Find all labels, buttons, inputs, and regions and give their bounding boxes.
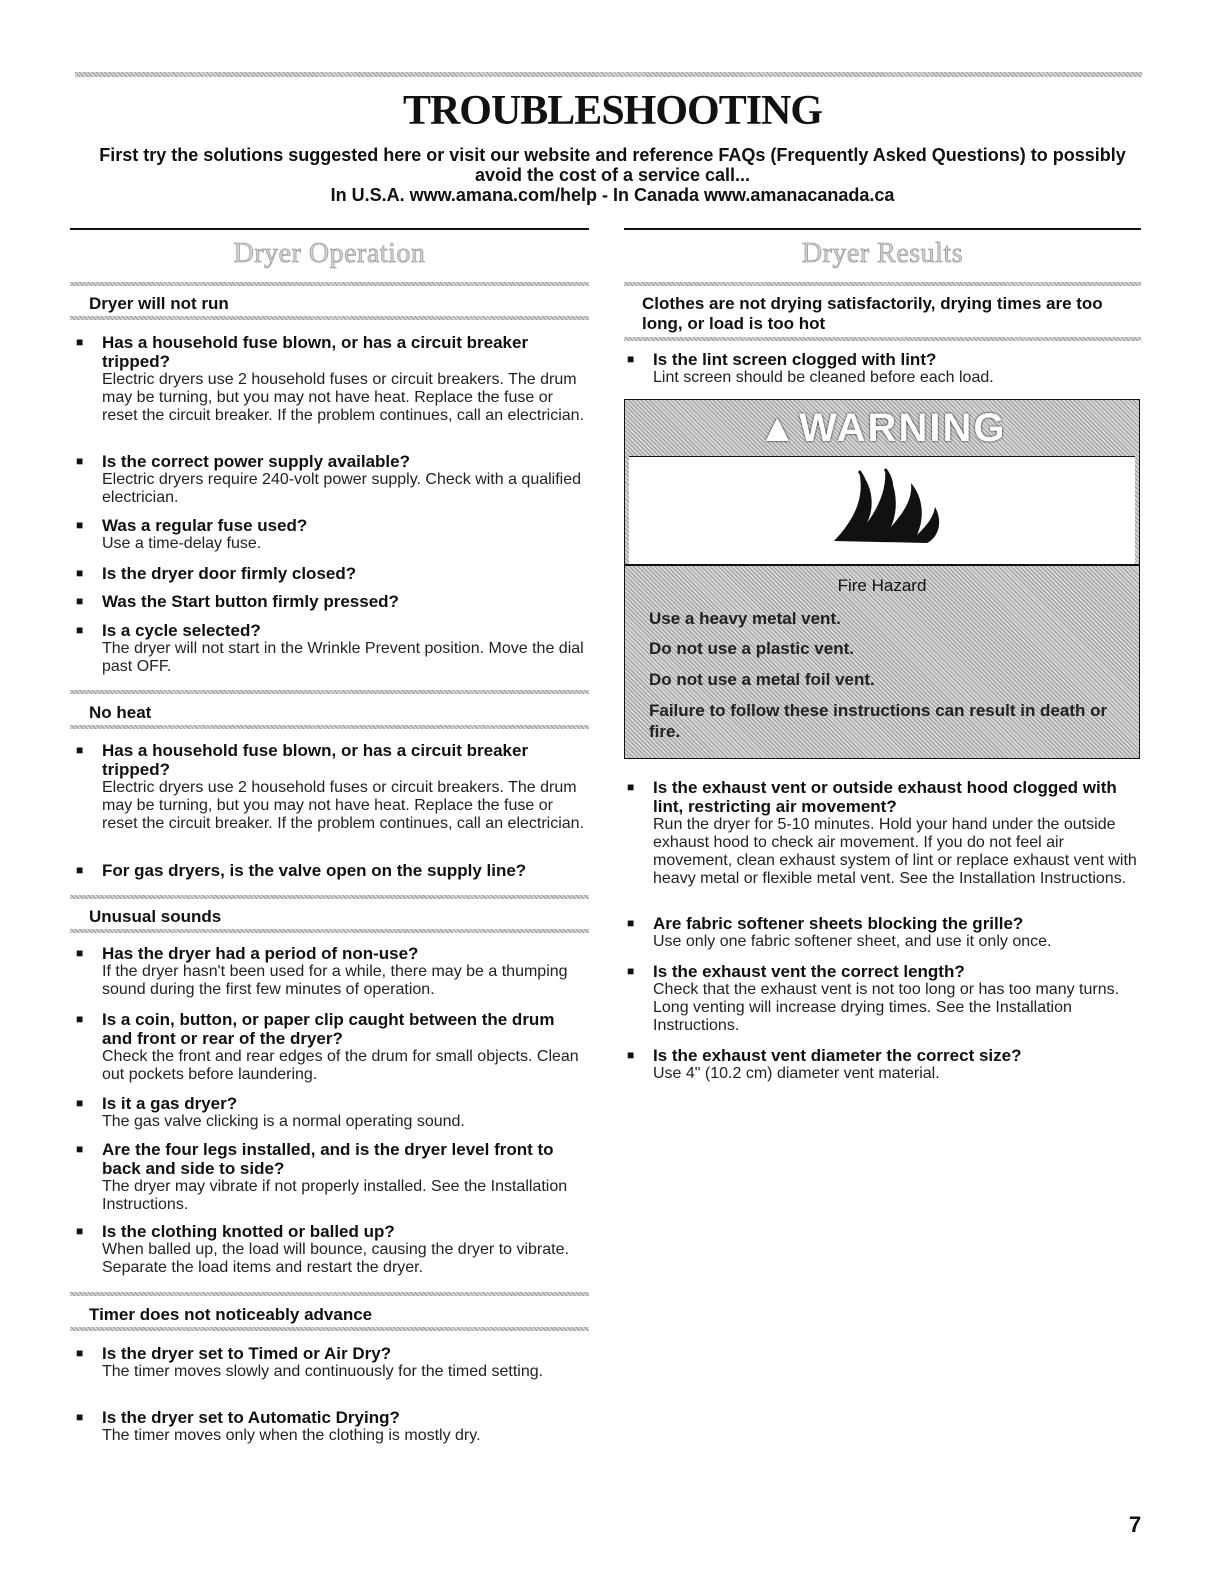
divider (70, 725, 589, 729)
section-heading-dryer-results: Dryer Results (801, 238, 964, 269)
divider (70, 895, 589, 899)
subsection-title-unusual-sounds: Unusual sounds (89, 907, 222, 926)
warning-box (624, 399, 1140, 759)
item-answer: Use 4" (10.2 cm) diameter vent material. (653, 1065, 940, 1082)
item-answer: Lint screen should be cleaned before each load. (653, 369, 994, 386)
troubleshooting-item (627, 778, 1138, 888)
warning-header (625, 400, 1139, 456)
item-answer: The dryer may vibrate if not properly installed. See the Installation Instructions. (102, 1178, 568, 1213)
troubleshooting-item (76, 452, 587, 507)
bullet-icon: ■ (76, 594, 84, 608)
section-heading-dryer-operation: Dryer Operation (233, 238, 426, 269)
divider (624, 282, 1141, 286)
hazard-title: Fire Hazard (837, 576, 927, 595)
item-question: Is the exhaust vent or outside exhaust hood clogged with lint, restricting air movement? (653, 778, 1117, 816)
bullet-icon: ■ (76, 743, 84, 757)
item-question: Are fabric softener sheets blocking the grille? (653, 914, 1024, 933)
troubleshooting-item (76, 621, 587, 676)
troubleshooting-item (76, 1140, 587, 1214)
troubleshooting-item (76, 1344, 587, 1381)
item-question: Is the clothing knotted or balled up? (102, 1222, 395, 1241)
item-answer: Use a time-delay fuse. (102, 535, 262, 552)
bullet-icon: ■ (76, 454, 84, 468)
item-question: Is the exhaust vent the correct length? (653, 962, 965, 981)
bullet-icon: ■ (76, 1410, 84, 1424)
bullet-icon: ■ (627, 964, 635, 978)
bullet-icon: ■ (627, 352, 635, 366)
item-answer: The timer moves only when the clothing is mostly dry. (102, 1427, 481, 1444)
item-answer: The dryer will not start in the Wrinkle Prevent position. Move the dial past OFF. (102, 640, 584, 675)
item-question: Has a household fuse blown, or has a circuit breaker tripped? (102, 333, 529, 371)
troubleshooting-item (627, 350, 1138, 387)
item-question: Is the dryer door firmly closed? (102, 564, 357, 583)
bullet-icon: ■ (76, 566, 84, 580)
intro-line-3: In U.S.A. www.amana.com/help - In Canada www.amanacanada.ca (330, 185, 895, 205)
troubleshooting-item (76, 1408, 587, 1445)
troubleshooting-item (76, 1094, 587, 1131)
item-question: Is the lint screen clogged with lint? (653, 350, 937, 369)
item-answer: Electric dryers use 2 household fuses or circuit breakers. The drum may be turning, but you may not have heat. Replace the fuse or reset the circuit breaker. If the problem continues, call an electrician. (102, 371, 585, 424)
troubleshooting-item (76, 333, 587, 425)
item-question: Is the correct power supply available? (102, 452, 410, 471)
warning-line: Failure to follow these instructions can result in death or fire. (649, 701, 1108, 741)
left-column-rule (70, 228, 589, 230)
bullet-icon: ■ (76, 1224, 84, 1238)
bullet-icon: ■ (627, 780, 635, 794)
warning-line: Use a heavy metal vent. (649, 609, 841, 628)
bullet-icon: ■ (627, 916, 635, 930)
item-answer: The timer moves slowly and continuously for the timed setting. (102, 1363, 544, 1380)
troubleshooting-item (76, 944, 587, 999)
divider (70, 316, 589, 320)
bullet-icon: ■ (76, 518, 84, 532)
troubleshooting-item (76, 1222, 587, 1277)
subsection-title-timer: Timer does not noticeably advance (89, 1305, 373, 1324)
troubleshooting-item (76, 592, 587, 611)
item-answer: Run the dryer for 5-10 minutes. Hold your hand under the outside exhaust hood to check air movement. If you do not feel air movement, clean exhaust system of lint or replace exhaust vent with heavy metal or flexible metal vent. See the Installation Instructions. (653, 816, 1137, 887)
item-question: Is the dryer set to Timed or Air Dry? (102, 1344, 392, 1363)
item-answer: Check the front and rear edges of the drum for small objects. Clean out pockets before laundering. (102, 1048, 579, 1083)
troubleshooting-item (76, 564, 587, 583)
subsection-title-dryer-will-not-run: Dryer will not run (89, 294, 229, 313)
item-answer: Use only one fabric softener sheet, and use it only once. (653, 933, 1052, 950)
bullet-icon: ■ (76, 946, 84, 960)
troubleshooting-item (76, 516, 587, 553)
item-answer: When balled up, the load will bounce, causing the dryer to vibrate. Separate the load items and restart the dryer. (102, 1241, 569, 1276)
item-answer: If the dryer hasn't been used for a while, there may be a thumping sound during the first few minutes of operation. (102, 963, 568, 998)
troubleshooting-item (627, 914, 1138, 951)
troubleshooting-item (627, 1046, 1138, 1083)
bullet-icon: ■ (76, 623, 84, 637)
divider (70, 690, 589, 694)
item-question: Is a coin, button, or paper clip caught between the drum and front or rear of the dryer? (102, 1010, 555, 1048)
subsection-title-no-heat: No heat (89, 703, 152, 722)
item-answer: Check that the exhaust vent is not too long or has too many turns. Long venting will increase drying times. See the Installation Instructions. (653, 981, 1120, 1034)
bullet-icon: ■ (76, 1142, 84, 1156)
item-question: Has the dryer had a period of non-use? (102, 944, 419, 963)
divider (70, 282, 589, 286)
divider (70, 1327, 589, 1331)
divider (70, 1292, 589, 1296)
item-question: Are the four legs installed, and is the dryer level front to back and side to side? (102, 1140, 554, 1178)
warning-line: Do not use a metal foil vent. (649, 670, 875, 689)
item-question: Is the exhaust vent diameter the correct size? (653, 1046, 1022, 1065)
item-answer: Electric dryers use 2 household fuses or circuit breakers. The drum may be turning, but you may not have heat. Replace the fuse or reset the circuit breaker. If the problem continues, call an electrician. (102, 779, 585, 832)
bullet-icon: ■ (76, 1096, 84, 1110)
item-question: Is it a gas dryer? (102, 1094, 238, 1113)
bullet-icon: ■ (76, 1346, 84, 1360)
bullet-icon: ■ (76, 1012, 84, 1026)
divider (70, 929, 589, 933)
subsection-title-clothes-not-drying: Clothes are not drying satisfactorily, drying times are too long, or load is too hot (642, 294, 1103, 333)
warning-line: Do not use a plastic vent. (649, 639, 854, 658)
item-question: Has a household fuse blown, or has a circuit breaker tripped? (102, 741, 529, 779)
fire-icon (629, 457, 1135, 565)
divider (624, 337, 1141, 341)
item-answer: The gas valve clicking is a normal operating sound. (102, 1113, 465, 1130)
bullet-icon: ■ (76, 863, 84, 877)
troubleshooting-item (76, 861, 587, 880)
bullet-icon: ■ (76, 335, 84, 349)
page-number: 7 (1129, 1512, 1142, 1537)
item-question: Was the Start button firmly pressed? (102, 592, 399, 611)
troubleshooting-item (76, 1010, 587, 1084)
warning-title: WARNING (799, 405, 1007, 450)
top-hatched-rule (75, 72, 1142, 77)
warning-body (625, 566, 1139, 758)
page-title: TROUBLESHOOTING (402, 88, 823, 134)
item-question: Is the dryer set to Automatic Drying? (102, 1408, 400, 1427)
troubleshooting-item (76, 741, 587, 833)
intro-line-1: First try the solutions suggested here or visit our website and reference FAQs (Frequently Asked Questions) to possibly (99, 145, 1126, 165)
item-question: Is a cycle selected? (102, 621, 261, 640)
warning-image-area (629, 456, 1135, 565)
item-question: For gas dryers, is the valve open on the supply line? (102, 861, 527, 880)
item-question: Was a regular fuse used? (102, 516, 308, 535)
right-column-rule (624, 228, 1141, 230)
troubleshooting-item (627, 962, 1138, 1035)
item-answer: Electric dryers require 240-volt power supply. Check with a qualified electrician. (102, 471, 582, 506)
bullet-icon: ■ (627, 1048, 635, 1062)
intro-line-2: avoid the cost of a service call... (474, 165, 751, 185)
warning-triangle-icon: ▲ (757, 405, 800, 450)
